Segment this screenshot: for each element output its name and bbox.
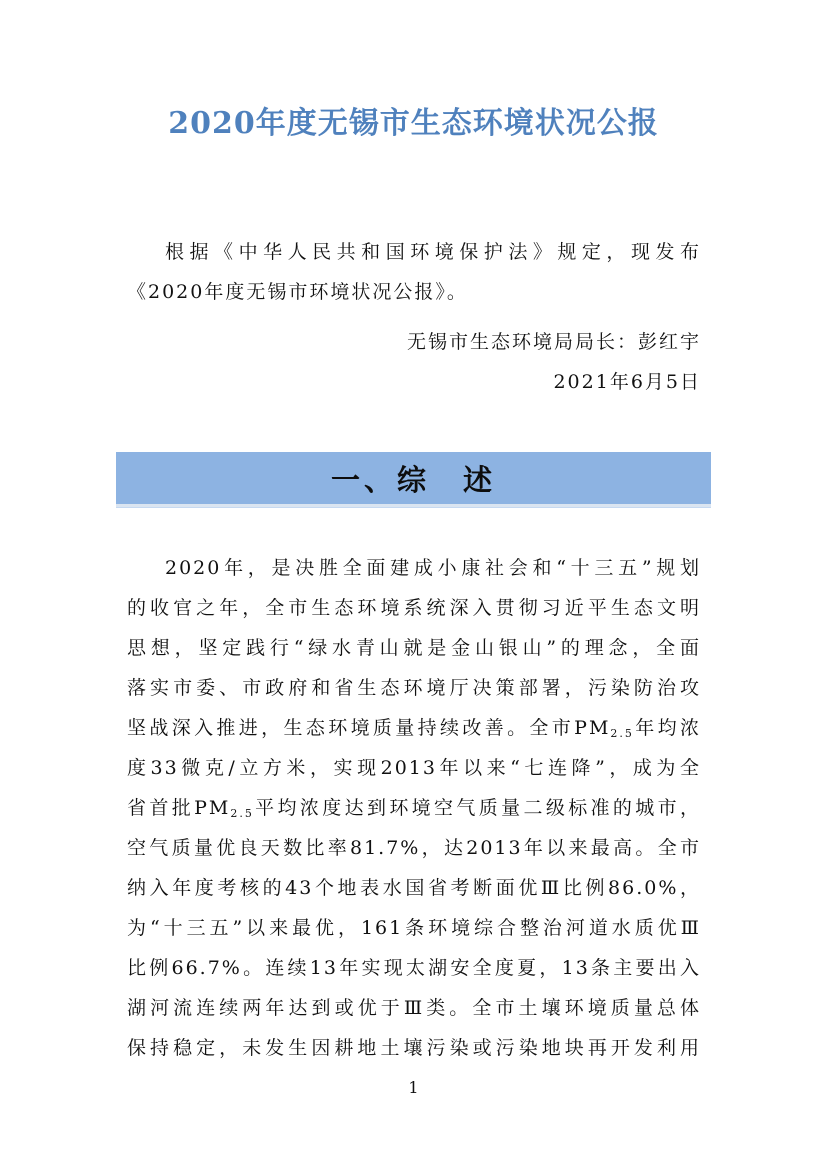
body-line: 湖河流连续两年达到或优于Ⅲ类。全市土壤环境质量总体 (127, 997, 701, 1019)
body-line: 保持稳定，未发生因耕地土壤污染或污染地块再开发利用 (127, 1037, 701, 1059)
document-title: 2020年度无锡市生态环境状况公报 (168, 106, 659, 141)
page-number: 1 (408, 1078, 419, 1097)
body-line: 省首批$PM_{2.5}$平均浓度达到环境空气质量二级标准的城市， (127, 797, 701, 820)
body-line: 的收官之年，全市生态环境系统深入贯彻习近平生态文明 (127, 597, 701, 619)
body-line: 空气质量优良天数比率81.7%，达2013年以来最高。全市 (127, 837, 701, 859)
body-line: 纳入年度考核的43个地表水国省考断面优Ⅲ比例86.0%， (127, 877, 701, 899)
intro-paragraph (127, 232, 701, 312)
section-banner (116, 452, 711, 507)
body-line: 2020年，是决胜全面建成小康社会和“十三五”规划 (165, 557, 701, 579)
body-line: 为“十三五”以来最优，161条环境综合整治河道水质优Ⅲ (127, 917, 701, 939)
body-line: 思想，坚定践行“绿水青山就是金山银山”的理念，全面 (127, 637, 701, 659)
publish-date: 2021年6月5日 (553, 371, 701, 393)
section-heading: 一、综 述 (330, 462, 496, 497)
body-paragraph (127, 548, 701, 1068)
body-line: 比例66.7%。连续13年实现太湖安全度夏，13条主要出入 (127, 957, 701, 979)
intro-line: 根据《中华人民共和国环境保护法》规定，现发布 (165, 241, 701, 263)
body-line: 度33微克/立方米，实现2013年以来“七连降”，成为全 (127, 757, 701, 779)
body-line: 落实市委、市政府和省生态环境厅决策部署，污染防治攻 (127, 677, 701, 699)
signature: 无锡市生态环境局局长：彭红宇 (406, 331, 701, 353)
body-line: 坚战深入推进，生态环境质量持续改善。全市$PM_{2.5}$年均浓 (127, 717, 701, 740)
intro-line: 《2020年度无锡市环境状况公报》。 (127, 281, 468, 303)
